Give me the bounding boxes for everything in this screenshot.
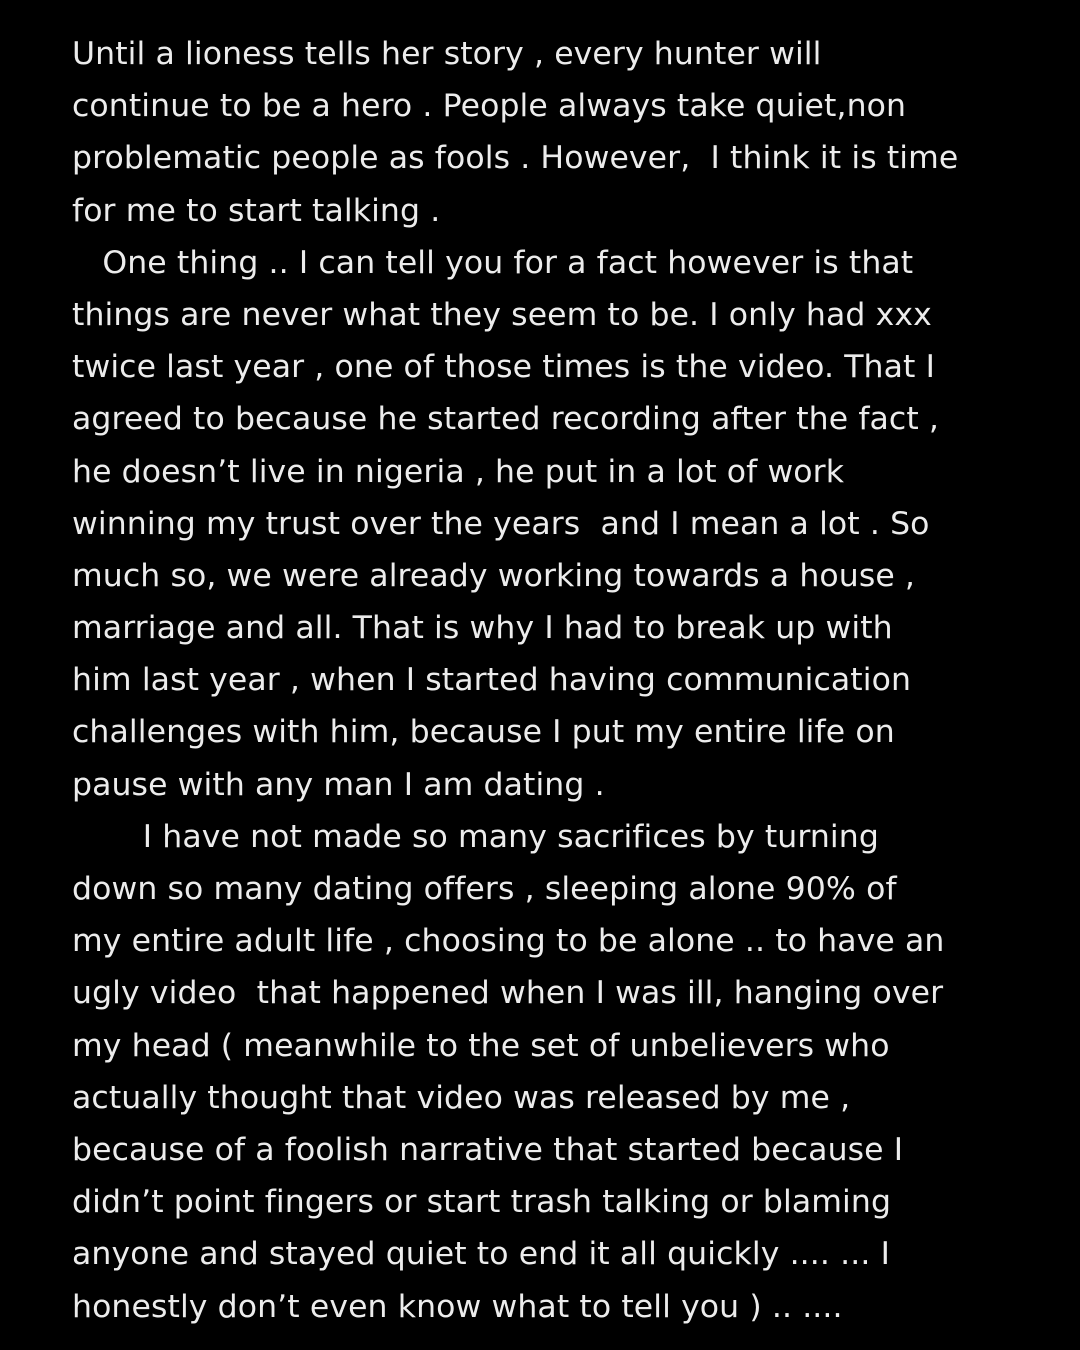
note-line: anyone and stayed quiet to end it all quickly .... ... I [72, 1236, 890, 1273]
note-line: Until a lioness tells her story , every hunter will [72, 36, 822, 72]
note-line: marriage and all. That is why I had to break up with [72, 610, 893, 647]
note-line: agreed to because he started recording after the fact , [72, 401, 940, 438]
note-line: twice last year , one of those times is the video. That I [72, 349, 935, 386]
note-line: for me to start talking . [72, 192, 441, 229]
note-line: continue to be a hero . People always take quiet,non [72, 88, 907, 125]
note-line: honestly don’t even know what to tell you ) .. .... [72, 1288, 843, 1325]
note-line: problematic people as fools . However, I think it is time [72, 140, 959, 177]
note-line: ugly video that happened when I was ill, hanging over [72, 975, 944, 1012]
note-line: winning my trust over the years and I mean a lot . So [72, 505, 930, 542]
note-text-block [72, 28, 1032, 1333]
note-line: my entire adult life , choosing to be alone .. to have an [72, 923, 945, 960]
note-line: much so, we were already working towards a house , [72, 557, 916, 594]
note-line: pause with any man I am dating . [72, 766, 605, 803]
note-line: down so many dating offers , sleeping alone 90% of [72, 871, 897, 907]
note-line: challenges with him, because I put my entire life on [72, 714, 895, 751]
note-line: One thing .. I can tell you for a fact however is that [72, 244, 914, 281]
note-line: actually thought that video was released by me , [72, 1079, 851, 1116]
note-line: him last year , when I started having communication [72, 662, 912, 699]
note-line: things are never what they seem to be. I only had xxx [72, 296, 932, 333]
note-line: didn’t point fingers or start trash talking or blaming [72, 1184, 892, 1221]
note-line: he doesn’t live in nigeria , he put in a lot of work [72, 453, 845, 490]
note-line: I have not made so many sacrifices by turning [72, 818, 879, 855]
note-line: my head ( meanwhile to the set of unbelievers who [72, 1027, 890, 1064]
note-line: because of a foolish narrative that started because I [72, 1131, 904, 1168]
